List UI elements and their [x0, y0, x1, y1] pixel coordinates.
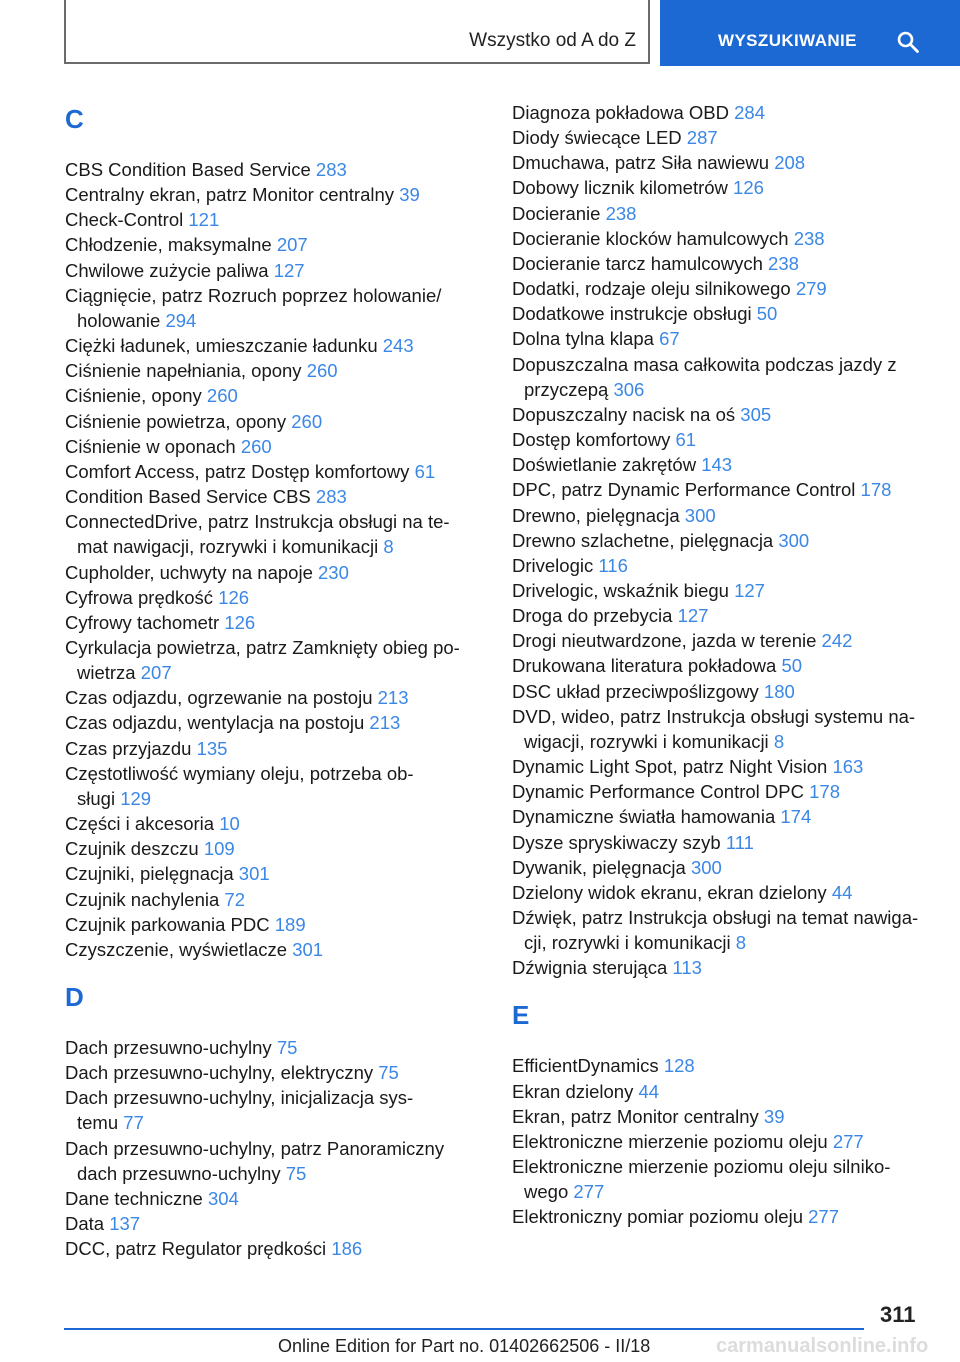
page-reference-link[interactable]: 208 — [774, 152, 806, 174]
page-reference-link[interactable]: 260 — [306, 360, 338, 382]
index-entry[interactable] — [65, 283, 475, 333]
index-entry[interactable] — [512, 830, 932, 855]
search-tab-label: WYSZUKIWANIE — [718, 31, 857, 50]
section-letter-c: C — [65, 104, 84, 134]
page-reference-link[interactable]: 207 — [140, 662, 172, 684]
entry-text: Ekran dzielony — [512, 1080, 634, 1102]
index-entry[interactable] — [512, 528, 932, 553]
index-entry[interactable] — [65, 383, 475, 408]
entry-text: przyczepą — [524, 378, 609, 400]
page-reference-link[interactable]: 277 — [808, 1206, 840, 1228]
entry-text: Ciśnienie powietrza, opony — [65, 410, 287, 432]
page-reference-link[interactable]: 8 — [773, 730, 785, 752]
entry-text: Drewno szlachetne, pielęgnacja — [512, 529, 774, 551]
page-reference-link[interactable]: 39 — [399, 184, 420, 206]
index-entry[interactable] — [65, 484, 475, 509]
page-reference-link[interactable]: 44 — [638, 1080, 660, 1102]
index-entry[interactable] — [512, 905, 932, 955]
entry-text: Dywanik, pielęgnacja — [512, 856, 686, 878]
entry-text: Centralny ekran, patrz Monitor centralny — [65, 184, 395, 206]
index-entry[interactable] — [512, 301, 932, 326]
index-entry[interactable] — [65, 1236, 475, 1261]
page-reference-link[interactable]: 8 — [735, 932, 747, 954]
page-reference-link[interactable]: 230 — [318, 561, 349, 583]
entry-text: Dynamiczne światła hamowania — [512, 806, 776, 828]
entry-text: Dobowy licznik kilometrów — [512, 177, 728, 199]
page-reference-link[interactable]: 121 — [188, 209, 220, 231]
page-reference-link[interactable]: 50 — [781, 655, 803, 677]
page-reference-link[interactable]: 67 — [659, 328, 680, 350]
index-entry[interactable] — [512, 276, 932, 301]
entry-text: Drukowana literatura pokładowa — [512, 655, 777, 677]
page-reference-link[interactable]: 128 — [663, 1055, 695, 1077]
entry-text: Chłodzenie, maksymalne — [65, 234, 272, 256]
index-entry[interactable] — [65, 1085, 475, 1135]
index-entry[interactable] — [65, 333, 475, 358]
index-entry[interactable] — [65, 434, 475, 459]
entry-text: cji, rozrywki i komunikacji — [524, 932, 731, 954]
entry-text: Elektroniczne mierzenie poziomu oleju — [512, 1130, 828, 1152]
search-icon — [896, 30, 920, 54]
index-entry[interactable] — [65, 811, 475, 836]
page-reference-link[interactable]: 260 — [291, 410, 323, 432]
entry-text: Dach przesuwno-uchylny — [65, 1037, 272, 1058]
index-entry[interactable] — [65, 509, 475, 559]
entry-text: DPC, patrz Dynamic Performance Control — [512, 479, 856, 501]
index-entry[interactable] — [512, 1053, 932, 1078]
page-reference-link[interactable]: 126 — [733, 177, 764, 199]
index-entry[interactable] — [512, 779, 932, 804]
index-entry[interactable] — [512, 1204, 932, 1229]
index-entry[interactable] — [512, 503, 932, 528]
page-reference-link[interactable]: 260 — [240, 435, 272, 457]
entry-text: ConnectedDrive, patrz Instrukcja obsługi na te- — [65, 511, 450, 533]
index-entry[interactable] — [512, 628, 932, 653]
entry-text: Doświetlanie zakrętów — [512, 454, 697, 476]
page-reference-link[interactable]: 284 — [734, 102, 766, 123]
page-reference-link[interactable]: 113 — [672, 957, 702, 979]
entry-text: Dach przesuwno-uchylny, patrz Panoramiczny — [65, 1137, 445, 1159]
index-entry[interactable] — [512, 125, 932, 150]
entry-text: Dostęp komfortowy — [512, 429, 671, 451]
index-entry[interactable] — [65, 157, 475, 182]
entry-text: Ciężki ładunek, umieszczanie ładunku — [65, 335, 378, 357]
index-entry[interactable] — [65, 459, 475, 484]
index-entry[interactable] — [65, 710, 475, 735]
entry-text: EfficientDynamics — [512, 1055, 659, 1077]
page-reference-link[interactable]: 163 — [832, 756, 864, 778]
page-reference-link[interactable]: 283 — [315, 159, 347, 180]
page-reference-link[interactable]: 238 — [605, 202, 637, 224]
page-reference-link[interactable]: 77 — [123, 1112, 144, 1134]
entry-text: Ciśnienie, opony — [65, 385, 202, 407]
page-reference-link[interactable]: 127 — [734, 579, 765, 601]
page-reference-link[interactable]: 135 — [196, 737, 228, 759]
page-reference-link[interactable]: 213 — [369, 712, 401, 734]
index-entry[interactable] — [65, 912, 475, 937]
entry-text: wego — [524, 1181, 569, 1203]
page-reference-link[interactable]: 279 — [795, 278, 827, 300]
page-reference-link[interactable]: 300 — [690, 856, 722, 878]
page-reference-link[interactable]: 304 — [207, 1187, 239, 1209]
page-reference-link[interactable]: 238 — [793, 227, 825, 249]
index-entry[interactable] — [65, 761, 475, 811]
entry-text: Dodatki, rodzaje oleju silnikowego — [512, 278, 791, 300]
entry-text: Czas odjazdu, wentylacja na postoju — [65, 712, 365, 734]
page-reference-link[interactable]: 137 — [109, 1213, 141, 1235]
entry-text: Cupholder, uchwyty na napoje — [65, 561, 313, 583]
page-reference-link[interactable]: 186 — [331, 1238, 363, 1260]
index-entry[interactable] — [512, 352, 932, 402]
page-reference-link[interactable]: 283 — [315, 486, 347, 508]
index-entry[interactable] — [512, 553, 932, 578]
entry-text: Dodatkowe instrukcje obsługi — [512, 303, 752, 325]
index-entry[interactable] — [65, 409, 475, 434]
entry-text: Diody świecące LED — [512, 127, 682, 149]
entry-text: Czas odjazdu, ogrzewanie na postoju — [65, 687, 373, 709]
entry-text: Ciśnienie w oponach — [65, 435, 236, 457]
watermark: carmanualsonline.info — [716, 1335, 929, 1357]
index-entry[interactable] — [512, 855, 932, 880]
search-tab[interactable] — [660, 0, 960, 66]
entry-text: Dynamic Performance Control DPC — [512, 781, 804, 803]
entry-text: Comfort Access, patrz Dostęp komfortowy — [65, 460, 410, 482]
entry-list-c — [65, 157, 475, 962]
index-entry[interactable] — [512, 100, 932, 125]
top-navigation — [64, 0, 960, 66]
edition-text: Online Edition for Part no. 01402662506 - II/18 — [278, 1336, 651, 1356]
index-entry[interactable] — [65, 1211, 475, 1236]
tab-a-to-z[interactable]: Wszystko od A do Z — [64, 0, 650, 64]
page-reference-link[interactable]: 178 — [809, 781, 840, 803]
entry-text: Elektroniczne mierzenie poziomu oleju silniko- — [512, 1156, 891, 1178]
entry-text: CBS Condition Based Service — [65, 159, 311, 180]
index-entry[interactable] — [65, 836, 475, 861]
entry-text: sługi — [77, 787, 116, 809]
entry-list-d-left — [65, 1035, 475, 1261]
index-entry[interactable] — [65, 182, 475, 207]
index-entry[interactable] — [512, 603, 932, 628]
page-reference-link[interactable]: 301 — [292, 938, 324, 960]
footer-divider — [64, 1328, 864, 1330]
section-letter-e: E — [512, 1000, 530, 1031]
index-entry[interactable] — [512, 653, 932, 678]
page-reference-link[interactable]: 243 — [382, 335, 414, 357]
entry-text: Dopuszczalny nacisk na oś — [512, 403, 736, 425]
entry-text: Części i akcesoria — [65, 813, 215, 835]
section-letter-d: D — [65, 982, 84, 1012]
entry-text: Dźwięk, patrz Instrukcja obsługi na temat nawiga- — [512, 907, 919, 928]
page-number: 311 — [880, 1302, 916, 1327]
index-entry[interactable] — [512, 477, 932, 502]
page-reference-link[interactable]: 50 — [756, 303, 778, 325]
index-entry[interactable] — [512, 251, 932, 276]
entry-text: Condition Based Service CBS — [65, 486, 311, 508]
entry-text: Drogi nieutwardzone, jazda w terenie — [512, 630, 817, 652]
entry-text: dach przesuwno-uchylny — [77, 1162, 281, 1184]
entry-text: Dane techniczne — [65, 1187, 203, 1209]
index-column-left — [65, 100, 475, 1261]
page-reference-link[interactable]: 127 — [677, 605, 709, 627]
page-reference-link[interactable]: 301 — [238, 863, 270, 885]
entry-text: Czujnik parkowania PDC — [65, 913, 270, 935]
index-entry[interactable] — [65, 685, 475, 710]
entry-text: holowanie — [77, 309, 161, 331]
entry-list-d-right — [512, 100, 932, 980]
index-entry[interactable] — [65, 610, 475, 635]
entry-text: Dach przesuwno-uchylny, inicjalizacja sys- — [65, 1087, 414, 1109]
index-entry[interactable] — [65, 1186, 475, 1211]
index-entry[interactable] — [512, 804, 932, 829]
entry-text: Czujniki, pielęgnacja — [65, 863, 234, 885]
entry-text: mat nawigacji, rozrywki i komunikacji — [77, 536, 379, 558]
page-reference-link[interactable]: 300 — [778, 529, 810, 551]
index-entry[interactable] — [65, 358, 475, 383]
entry-text: DCC, patrz Regulator prędkości — [65, 1238, 327, 1260]
index-entry[interactable] — [512, 754, 932, 779]
entry-text: Docieranie — [512, 202, 601, 224]
page-reference-link[interactable]: 10 — [219, 813, 240, 835]
entry-text: Czas przyjazdu — [65, 737, 192, 759]
entry-text: Dzielony widok ekranu, ekran dzielony — [512, 881, 827, 903]
entry-text: Data — [65, 1213, 105, 1235]
entry-text: Diagnoza pokładowa OBD — [512, 102, 729, 123]
page-reference-link[interactable]: 75 — [378, 1062, 399, 1084]
page-reference-link[interactable]: 294 — [165, 309, 197, 331]
page-reference-link[interactable]: 8 — [383, 536, 394, 558]
index-entry[interactable] — [65, 560, 475, 585]
index-entry[interactable] — [65, 585, 475, 610]
index-entry[interactable] — [512, 704, 932, 754]
index-entry[interactable] — [512, 679, 932, 704]
entry-text: Cyfrowa prędkość — [65, 586, 214, 608]
page-reference-link[interactable]: 127 — [273, 259, 305, 281]
page-reference-link[interactable]: 116 — [598, 554, 628, 576]
entry-text: Częstotliwość wymiany oleju, potrzeba ob- — [65, 762, 414, 784]
entry-text: Dolna tylna klapa — [512, 328, 654, 350]
entry-text: Dmuchawa, patrz Siła nawiewu — [512, 152, 770, 174]
entry-text: Droga do przebycia — [512, 605, 673, 627]
entry-text: Czyszczenie, wyświetlacze — [65, 938, 288, 960]
entry-text: Ciśnienie napełniania, opony — [65, 360, 302, 382]
entry-text: Czujnik deszczu — [65, 838, 199, 860]
entry-text: temu — [77, 1112, 119, 1134]
index-entry[interactable] — [512, 1079, 932, 1104]
entry-text: Ekran, patrz Monitor centralny — [512, 1105, 759, 1127]
entry-text: Dźwignia sterująca — [512, 957, 668, 979]
page-reference-link[interactable]: 238 — [768, 252, 799, 274]
page-reference-link[interactable]: 129 — [120, 787, 152, 809]
entry-text: Dynamic Light Spot, patrz Night Vision — [512, 756, 828, 778]
index-entry[interactable] — [65, 736, 475, 761]
entry-text: Czujnik nachylenia — [65, 888, 220, 910]
entry-text: Drivelogic — [512, 554, 594, 576]
entry-text: Dysze spryskiwaczy szyb — [512, 831, 721, 853]
page-reference-link[interactable]: 39 — [763, 1105, 785, 1127]
page-reference-link[interactable]: 306 — [613, 378, 645, 400]
index-entry[interactable] — [65, 937, 475, 962]
page-reference-link[interactable]: 180 — [763, 680, 795, 702]
index-entry[interactable] — [512, 427, 932, 452]
index-entry[interactable] — [512, 226, 932, 251]
index-entry[interactable] — [65, 207, 475, 232]
page-reference-link[interactable]: 178 — [860, 479, 892, 501]
page-reference-link[interactable]: 277 — [832, 1130, 864, 1152]
index-entry[interactable] — [512, 452, 932, 477]
page-reference-link[interactable]: 189 — [274, 913, 306, 935]
page-reference-link[interactable]: 72 — [224, 888, 245, 910]
entry-text: Cyrkulacja powietrza, patrz Zamknięty obieg po- — [65, 636, 460, 658]
index-entry[interactable] — [65, 1060, 475, 1085]
entry-text: Cyfrowy tachometr — [65, 611, 220, 633]
index-entry[interactable] — [512, 880, 932, 905]
entry-text: Dach przesuwno-uchylny, elektryczny — [65, 1062, 374, 1084]
index-entry[interactable] — [65, 232, 475, 257]
page-reference-link[interactable]: 109 — [203, 838, 235, 860]
page-reference-link[interactable]: 242 — [821, 630, 853, 652]
index-entry[interactable] — [512, 1154, 932, 1204]
index-entry[interactable] — [512, 955, 932, 980]
page-reference-link[interactable]: 75 — [276, 1037, 298, 1058]
index-column-right — [512, 100, 932, 1230]
page-reference-link[interactable]: 61 — [675, 429, 697, 451]
index-entry[interactable] — [512, 578, 932, 603]
entry-text: Docieranie klocków hamulcowych — [512, 227, 789, 249]
index-entry[interactable] — [65, 258, 475, 283]
entry-text: Chwilowe zużycie paliwa — [65, 259, 269, 281]
page-reference-link[interactable]: 174 — [780, 806, 812, 828]
entry-text: wietrza — [77, 662, 136, 684]
index-entry[interactable] — [512, 150, 932, 175]
index-entry[interactable] — [512, 175, 932, 200]
entry-text: Ciągnięcie, patrz Rozruch poprzez holowanie/ — [65, 284, 442, 306]
entry-text: wigacji, rozrywki i komunikacji — [524, 730, 769, 752]
page-reference-link[interactable]: 44 — [831, 881, 853, 903]
page-reference-link[interactable]: 207 — [276, 234, 308, 256]
index-entry[interactable] — [512, 1129, 932, 1154]
index-entry[interactable] — [65, 1136, 475, 1186]
page-reference-link[interactable]: 111 — [725, 831, 754, 853]
page-reference-link[interactable]: 287 — [686, 127, 718, 149]
page-reference-link[interactable]: 260 — [206, 385, 238, 407]
entry-text: Drewno, pielęgnacja — [512, 504, 680, 526]
page-reference-link[interactable]: 277 — [573, 1181, 605, 1203]
page-reference-link[interactable]: 75 — [285, 1162, 307, 1184]
entry-text: Elektroniczny pomiar poziomu oleju — [512, 1206, 803, 1228]
page-reference-link[interactable]: 143 — [701, 454, 733, 476]
index-entry[interactable] — [512, 1104, 932, 1129]
page-reference-link[interactable]: 126 — [224, 611, 256, 633]
page-reference-link[interactable]: 126 — [218, 586, 250, 608]
page-reference-link[interactable]: 300 — [684, 504, 716, 526]
entry-text: Check-Control — [65, 209, 184, 231]
index-entry[interactable] — [65, 635, 475, 685]
index-entry[interactable] — [512, 326, 932, 351]
index-entry[interactable] — [65, 861, 475, 886]
page-reference-link[interactable]: 213 — [377, 687, 409, 709]
entry-text: Docieranie tarcz hamulcowych — [512, 252, 763, 274]
page-reference-link[interactable]: 61 — [414, 460, 436, 482]
entry-text: Drivelogic, wskaźnik biegu — [512, 579, 729, 601]
entry-text: DVD, wideo, patrz Instrukcja obsługi systemu na- — [512, 705, 916, 727]
page-reference-link[interactable]: 305 — [740, 403, 772, 425]
entry-text: Dopuszczalna masa całkowita podczas jazdy z — [512, 353, 897, 375]
index-entry[interactable] — [65, 1035, 475, 1060]
index-entry[interactable] — [512, 402, 932, 427]
entry-text: DSC układ przeciwpoślizgowy — [512, 680, 759, 702]
entry-list-e — [512, 1053, 932, 1229]
index-entry[interactable] — [65, 887, 475, 912]
index-entry[interactable] — [512, 201, 932, 226]
